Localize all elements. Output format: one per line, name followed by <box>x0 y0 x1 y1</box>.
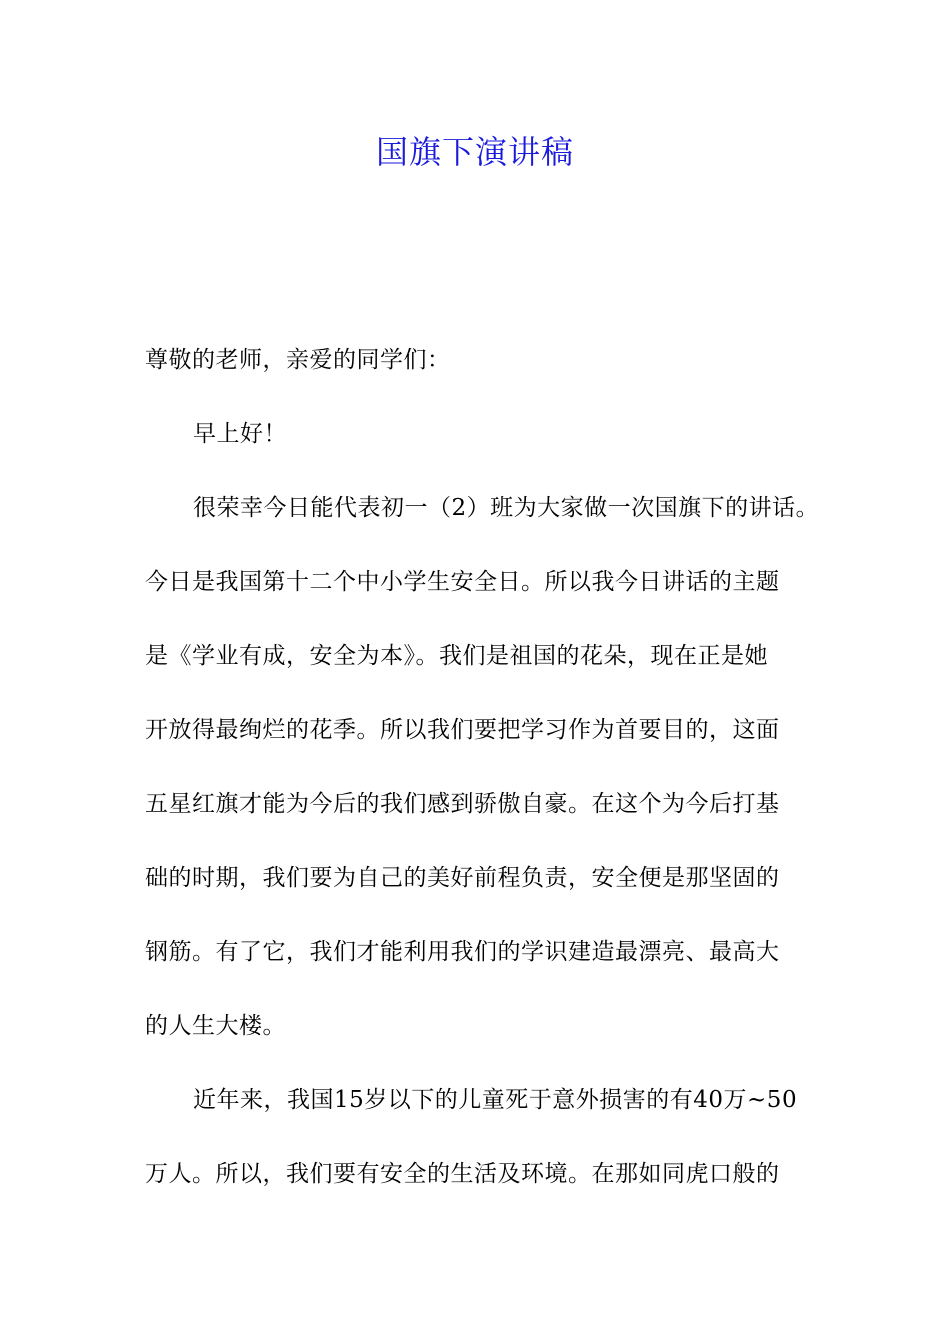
salutation-line: 尊敬的老师，亲爱的同学们： <box>145 347 451 373</box>
paragraph-line: 很荣幸今日能代表初一（2）班为大家做一次国旗下的讲话。 <box>193 495 820 521</box>
paragraph-line: 近年来，我国15岁以下的儿童死于意外损害的有40万~50 <box>193 1087 798 1113</box>
paragraph-line: 万人。所以，我们要有安全的生活及环境。在那如同虎口般的 <box>145 1161 780 1187</box>
paragraph-line: 今日是我国第十二个中小学生安全日。所以我今日讲话的主题 <box>145 569 780 595</box>
paragraph-line: 钢筋。有了它，我们才能利用我们的学识建造最漂亮、最高大 <box>145 939 780 965</box>
paragraph-line: 五星红旗才能为今后的我们感到骄傲自豪。在这个为今后打基 <box>145 791 780 817</box>
document-title: 国旗下演讲稿 <box>375 133 574 171</box>
paragraph-line: 础的时期，我们要为自己的美好前程负责，安全便是那坚固的 <box>145 865 780 891</box>
paragraph-line: 是《学业有成，安全为本》。我们是祖国的花朵，现在正是她 <box>145 643 768 669</box>
greeting-line: 早上好！ <box>193 421 287 447</box>
paragraph-line: 开放得最绚烂的花季。所以我们要把学习作为首要目的，这面 <box>145 717 780 743</box>
paragraph-line: 的人生大楼。 <box>145 1013 286 1039</box>
